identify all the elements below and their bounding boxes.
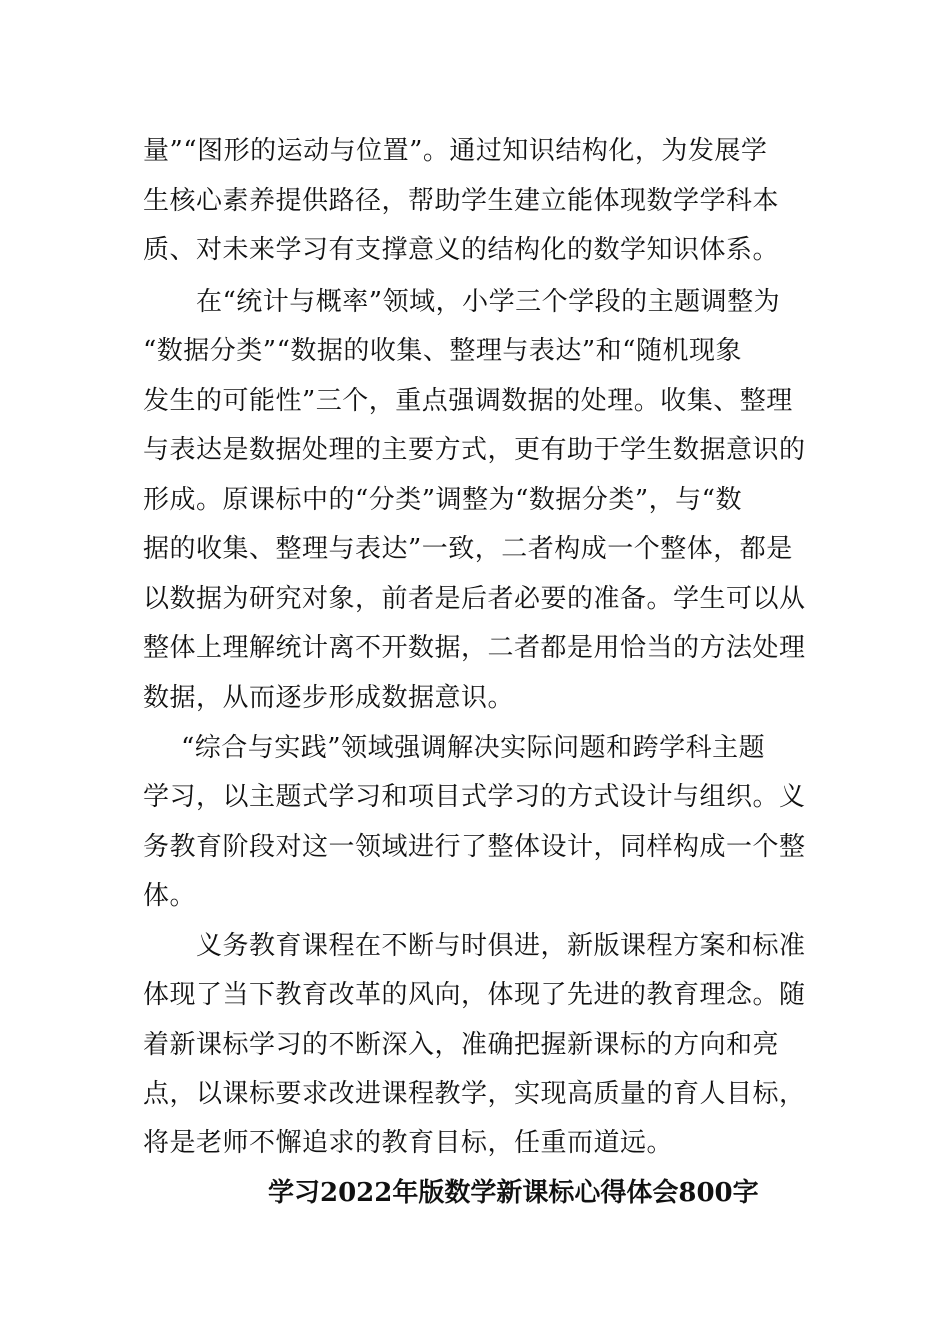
paragraph-1-line-2: 生核心素养提供路径，帮助学生建立能体现数学学科本 — [143, 186, 780, 216]
paragraph-2-line-9: 数据，从而逐步形成数据意识。 — [143, 683, 515, 713]
paragraph-1-line-1: 量”“图形的运动与位置”。通过知识结构化，为发展学 — [143, 136, 768, 166]
paragraph-3-line-1: “综合与实践”领域强调解决实际问题和跨学科主题 — [181, 733, 766, 763]
paragraph-3-line-2: 学习，以主题式学习和项目式学习的方式设计与组织。义 — [143, 782, 806, 812]
paragraph-3-line-3: 务教育阶段对这一领域进行了整体设计，同样构成一个整 — [143, 832, 806, 862]
section-heading: 学习2022年版数学新课标心得体会800字 — [268, 1178, 759, 1208]
paragraph-4-line-2: 体现了当下教育改革的风向，体现了先进的教育理念。随 — [143, 980, 806, 1010]
paragraph-4-line-3: 着新课标学习的不断深入，准确把握新课标的方向和亮 — [143, 1030, 780, 1060]
paragraph-2-line-1: 在“统计与概率”领域，小学三个学段的主题调整为 — [196, 287, 781, 317]
paragraph-2-line-2: “数据分类”“数据的收集、整理与表达”和“随机现象 — [143, 336, 742, 366]
paragraph-2-line-7: 以数据为研究对象，前者是后者必要的准备。学生可以从 — [143, 584, 806, 614]
paragraph-4-line-5: 将是老师不懈追求的教育目标，任重而道远。 — [143, 1128, 674, 1158]
paragraph-1-line-3: 质、对未来学习有支撑意义的结构化的数学知识体系。 — [143, 235, 780, 265]
paragraph-2-line-8: 整体上理解统计离不开数据，二者都是用恰当的方法处理 — [143, 633, 806, 663]
paragraph-3-line-4: 体。 — [143, 881, 197, 911]
paragraph-4-line-4: 点，以课标要求改进课程教学，实现高质量的育人目标， — [143, 1079, 806, 1109]
paragraph-2-line-3: 发生的可能性”三个，重点强调数据的处理。收集、整理 — [143, 386, 793, 416]
paragraph-2-line-5: 形成。原课标中的“分类”调整为“数据分类”，与“数 — [143, 485, 742, 515]
paragraph-2-line-4: 与表达是数据处理的主要方式，更有助于学生数据意识的 — [143, 435, 806, 465]
paragraph-4-line-1: 义务教育课程在不断与时俱进，新版课程方案和标准 — [196, 931, 806, 961]
paragraph-2-line-6: 据的收集、整理与表达”一致，二者构成一个整体，都是 — [143, 534, 793, 564]
